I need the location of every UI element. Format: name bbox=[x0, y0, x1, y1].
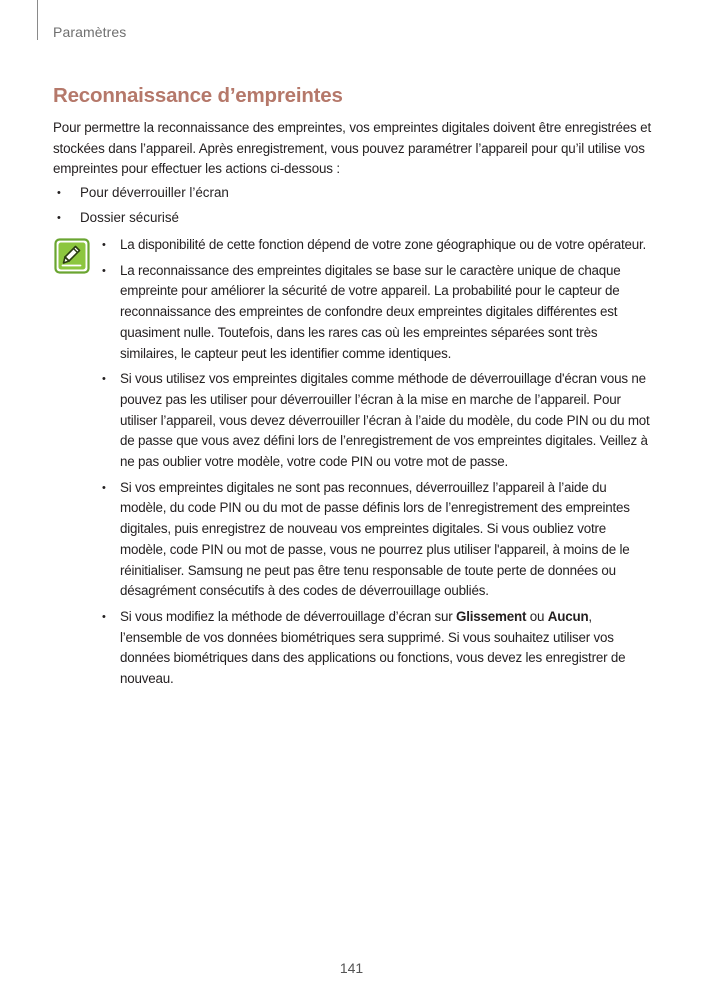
note-item bbox=[101, 478, 653, 602]
bullet-dot: • bbox=[102, 610, 106, 623]
note-item bbox=[101, 369, 653, 473]
note-text-part: , l’ensemble de vos données biométriques sera supprimé. Si vous souhaitez utiliser vos données biométriques dans des applications ou fonctions, vous devez les enregistrer de nouveau. bbox=[120, 608, 626, 687]
note-text: Si vous utilisez vos empreintes digitales comme méthode de déverrouillage d'écran vous ne pouvez pas les utiliser pour déverrouiller l’écran à la mise en marche de l’appareil. Pour utiliser l’appareil, vous devez déverrouiller l’écran à l’aide du modèle, du code PIN ou du mot de passe que vous avez défini lors de l’enregistrement de vos empreintes digitales. Veillez à ne pas oublier votre modèle, votre code PIN ou votre mot de passe. bbox=[120, 371, 650, 470]
note-item bbox=[101, 607, 653, 690]
note-item bbox=[101, 261, 653, 365]
list-item bbox=[53, 208, 653, 229]
bullet-dot: • bbox=[102, 264, 106, 277]
page-number: 141 bbox=[339, 960, 364, 976]
bullet-dot: • bbox=[102, 373, 106, 386]
option-glissement: Glissement bbox=[456, 608, 527, 624]
notes-list bbox=[101, 235, 653, 695]
bullet-dot: • bbox=[102, 481, 106, 494]
note-text-part: ou bbox=[526, 608, 548, 624]
intro-paragraph: Pour permettre la reconnaissance des empreintes, vos empreintes digitales doivent être enregistrées et stockées dans l’appareil. Après enregistrement, vous pouvez paramétrer l’appareil pour qu’il utilise vos empreintes pour effectuer les actions ci-dessous : bbox=[53, 120, 652, 176]
note-text: La disponibilité de cette fonction dépend de votre zone géographique ou de votre opérateur. bbox=[120, 237, 647, 252]
chapter-label: Paramètres bbox=[53, 24, 127, 40]
note-text: La reconnaissance des empreintes digitales se base sur le caractère unique de chaque empreinte pour améliorer la sécurité de votre appareil. La probabilité pour le capteur de reconnaissance des empreintes de confondre deux empreintes digitales différentes est quasiment nulle. Toutefois, dans les rares cas où les empreintes séparées sont très similaires, le capteur peut les identifier comme identiques. bbox=[120, 262, 621, 361]
bullet-dot: • bbox=[57, 187, 61, 199]
bullet-dot: • bbox=[57, 211, 61, 224]
action-list bbox=[53, 183, 653, 232]
note-item bbox=[101, 235, 653, 256]
bullet-dot: • bbox=[102, 239, 106, 251]
header-divider bbox=[37, 0, 38, 40]
section-title: Reconnaissance d’empreintes bbox=[53, 84, 343, 107]
note-pencil-icon bbox=[54, 238, 90, 274]
note-text-part: Si vous modifiez la méthode de déverrouillage d’écran sur bbox=[120, 608, 457, 624]
note-text bbox=[120, 609, 625, 686]
list-item bbox=[53, 183, 653, 204]
action-text: Pour déverrouiller l’écran bbox=[80, 185, 229, 200]
note-text: Si vos empreintes digitales ne sont pas reconnues, déverrouillez l’appareil à l’aide du modèle, du code PIN ou du mot de passe définis lors de l’enregistrement des empreintes digitales, puis enregistrez de nouveau vos empreintes digitales. Si vous oubliez votre modèle, code PIN ou mot de passe, vous ne pourrez plus utiliser l'appareil, à moins de le réinitialiser. Samsung ne peut pas être tenu responsable de toute perte de données ou désagrément consécutifs à des codes de déverrouillage oubliés. bbox=[120, 479, 630, 599]
option-aucun: Aucun bbox=[547, 608, 589, 624]
action-text: Dossier sécurisé bbox=[80, 209, 179, 225]
